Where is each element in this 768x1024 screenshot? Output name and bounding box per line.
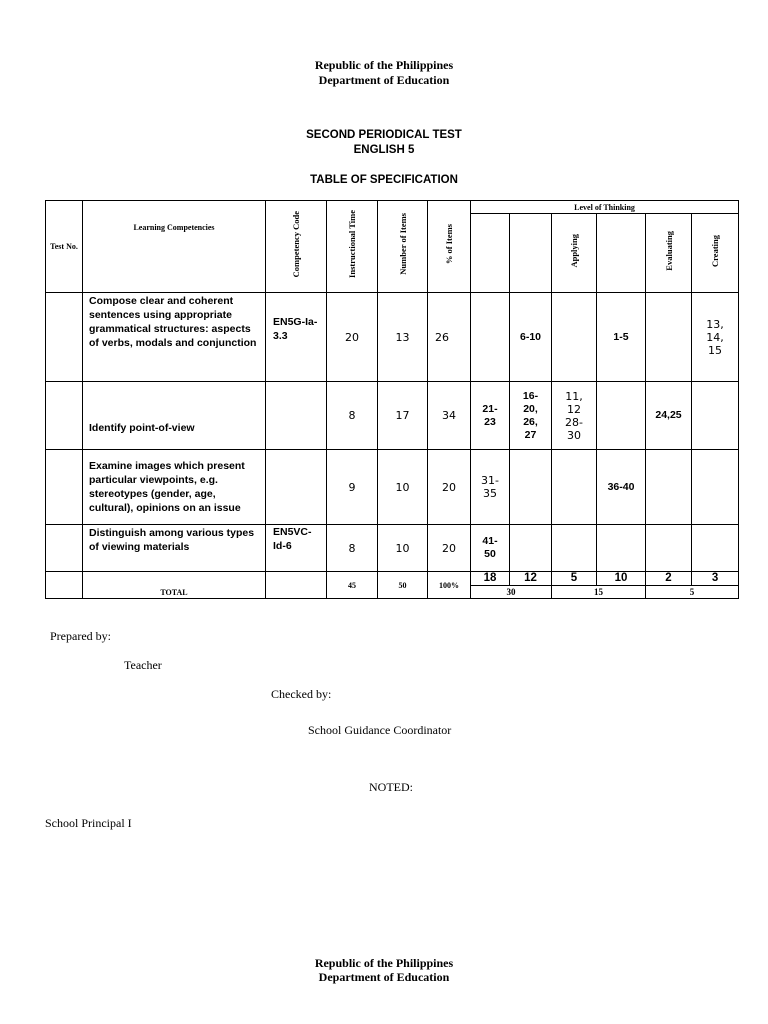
code-cell: EN5G-Ia-3.3 <box>266 293 327 382</box>
level-3-cell <box>552 525 597 572</box>
level-2-cell: 16-20, 26, 27 <box>510 382 552 450</box>
code-header: Competency Code <box>291 210 301 278</box>
items-cell: 10 <box>378 450 428 525</box>
level-header: Level of Thinking <box>471 201 739 214</box>
code-header-cell <box>266 201 327 293</box>
header-department: Department of Education <box>318 73 450 87</box>
level-1-cell: 21-23 <box>471 382 510 450</box>
table-row <box>46 382 739 450</box>
checked-by-label: Checked by: <box>271 687 332 701</box>
table-row <box>46 293 739 382</box>
competency-cell: Compose clear and coherent sentences using appropriate grammatical structures: aspects of verbs, modals and conjunction <box>83 293 266 382</box>
level-6-cell: 13, 14, 15 <box>692 293 739 382</box>
code-cell <box>266 382 327 450</box>
level-4-cell <box>597 382 646 450</box>
level-col-2 <box>510 214 552 293</box>
level-col-4 <box>597 214 646 293</box>
time-cell: 9 <box>327 450 378 525</box>
level-6-cell <box>692 450 739 525</box>
test-no-cell <box>46 293 83 382</box>
specification-table <box>45 200 739 599</box>
evaluating-header-cell <box>646 214 692 293</box>
competency-cell: Distinguish among various types of viewing materials <box>83 525 266 572</box>
items-header: Number of Items <box>397 213 408 275</box>
percent-header: % of Items <box>444 223 454 265</box>
table-row <box>46 450 739 525</box>
noted-label: NOTED: <box>369 780 413 794</box>
level-6-cell <box>692 382 739 450</box>
total-row-levels <box>46 572 739 586</box>
level-1-cell: 41-50 <box>471 525 510 572</box>
items-header-cell <box>378 201 428 293</box>
percent-cell: 20 <box>428 450 471 525</box>
items-cell: 17 <box>378 382 428 450</box>
code-cell: EN5VC-Id-6 <box>266 525 327 572</box>
evaluating-header: Evaluating <box>663 230 674 271</box>
total-level-1: 18 <box>471 572 510 586</box>
competency-cell: Identify point-of-view <box>83 382 266 450</box>
time-cell: 20 <box>327 293 378 382</box>
percent-cell: 34 <box>428 382 471 450</box>
time-header-cell <box>327 201 378 293</box>
percent-cell: 20 <box>428 525 471 572</box>
table-title: TABLE OF SPECIFICATION <box>310 174 458 186</box>
total-code-cell <box>266 572 327 599</box>
level-3-cell: 11, 12 28-30 <box>552 382 597 450</box>
total-level-3: 5 <box>552 572 597 586</box>
level-col-1 <box>471 214 510 293</box>
level-4-cell: 1-5 <box>597 293 646 382</box>
total-level-2: 12 <box>510 572 552 586</box>
level-2-cell <box>510 450 552 525</box>
total-level-6: 3 <box>692 572 739 586</box>
creating-header: Creating <box>710 234 721 267</box>
total-percent: 100% <box>428 572 471 599</box>
competency-cell: Examine images which present particular viewpoints, e.g. stereotypes (gender, age, cultural), opinions on an issue <box>83 450 266 525</box>
level-3-cell <box>552 450 597 525</box>
test-subject: ENGLISH 5 <box>353 144 415 156</box>
level-1-cell <box>471 293 510 382</box>
total-test-no-cell <box>46 572 83 599</box>
footer-republic: Republic of the Philippines <box>314 956 454 970</box>
items-cell: 10 <box>378 525 428 572</box>
header-row-top <box>46 201 739 214</box>
test-no-cell <box>46 382 83 450</box>
total-group-2: 15 <box>552 586 646 599</box>
guidance-coordinator-label: School Guidance Coordinator <box>308 723 452 737</box>
total-group-1: 30 <box>471 586 552 599</box>
footer-department: Department of Education <box>318 970 450 984</box>
level-2-cell <box>510 525 552 572</box>
test-no-header: Test No. <box>46 201 83 293</box>
code-cell <box>266 450 327 525</box>
items-cell: 13 <box>378 293 428 382</box>
level-5-cell: 24,25 <box>646 382 692 450</box>
percent-header-cell <box>428 201 471 293</box>
percent-cell: 26 <box>428 293 471 382</box>
test-no-cell <box>46 450 83 525</box>
time-cell: 8 <box>327 525 378 572</box>
table-row <box>46 525 739 572</box>
level-4-cell: 36-40 <box>597 450 646 525</box>
header-republic: Republic of the Philippines <box>314 58 454 72</box>
total-level-5: 2 <box>646 572 692 586</box>
level-4-cell <box>597 525 646 572</box>
competencies-header: Learning Competencies <box>83 201 266 293</box>
applying-header-cell <box>552 214 597 293</box>
total-level-4: 10 <box>597 572 646 586</box>
total-time: 45 <box>327 572 378 599</box>
level-3-cell <box>552 293 597 382</box>
applying-header: Applying <box>569 233 579 268</box>
teacher-label: Teacher <box>124 658 162 672</box>
time-header: Instructional Time <box>347 210 357 278</box>
creating-header-cell <box>692 214 739 293</box>
prepared-by-label: Prepared by: <box>50 629 111 643</box>
level-2-cell: 6-10 <box>510 293 552 382</box>
time-cell: 8 <box>327 382 378 450</box>
total-items: 50 <box>378 572 428 599</box>
test-title: SECOND PERIODICAL TEST <box>306 129 462 141</box>
level-6-cell <box>692 525 739 572</box>
level-5-cell <box>646 525 692 572</box>
total-group-3: 5 <box>646 586 739 599</box>
level-5-cell <box>646 293 692 382</box>
level-1-cell: 31-35 <box>471 450 510 525</box>
test-no-cell <box>46 525 83 572</box>
principal-label: School Principal I <box>45 816 132 830</box>
level-5-cell <box>646 450 692 525</box>
total-label: TOTAL <box>83 572 266 599</box>
